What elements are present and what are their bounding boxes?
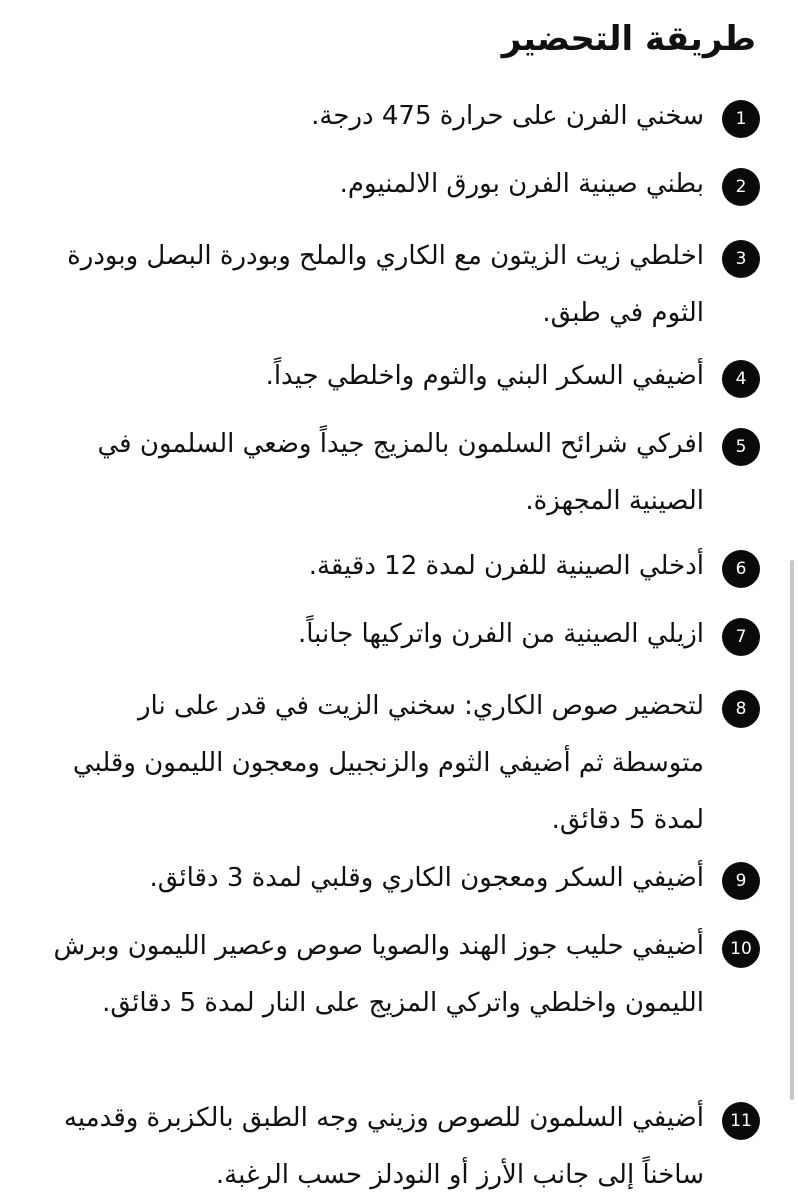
step-number-badge: 1 bbox=[722, 100, 760, 138]
step-item bbox=[40, 164, 760, 213]
step-item bbox=[40, 614, 760, 663]
step-number-badge: 4 bbox=[722, 360, 760, 398]
step-text: أضيفي السكر ومعجون الكاري وقلبي لمدة 3 دقائق. bbox=[149, 863, 704, 893]
step-text: ازيلي الصينية من الفرن واتركيها جانباً. bbox=[298, 619, 704, 649]
step-number-badge: 2 bbox=[722, 168, 760, 206]
step-text: أضيفي السكر البني والثوم واخلطي جيداً. bbox=[265, 361, 704, 391]
step-text: افركي شرائح السلمون بالمزيج جيداً وضعي السلمون في الصينية المجهزة. bbox=[97, 429, 704, 516]
step-text: لتحضير صوص الكاري: سخني الزيت في قدر على نار متوسطة ثم أضيفي الثوم والزنجبيل ومعجون الليمون وقلبي لمدة 5 دقائق. bbox=[72, 691, 704, 835]
step-item bbox=[40, 858, 760, 907]
scrollbar[interactable] bbox=[790, 560, 794, 1100]
step-number-badge: 9 bbox=[722, 862, 760, 900]
step-item bbox=[40, 96, 760, 145]
step-text: أضيفي السلمون للصوص وزيني وجه الطبق بالكزبرة وقدميه ساخناً إلى جانب الأرز أو النودلز حسب الرغبة. bbox=[63, 1103, 704, 1190]
step-item bbox=[40, 1098, 760, 1204]
step-text: سخني الفرن على حرارة 475 درجة. bbox=[311, 101, 704, 131]
step-number-badge: 10 bbox=[722, 930, 760, 968]
step-number-badge: 11 bbox=[722, 1102, 760, 1140]
step-number-badge: 3 bbox=[722, 240, 760, 278]
step-number-badge: 6 bbox=[722, 550, 760, 588]
step-item bbox=[40, 424, 760, 530]
page-title: طريقة التحضير bbox=[501, 19, 756, 59]
step-item bbox=[40, 926, 760, 1032]
step-text: أدخلي الصينية للفرن لمدة 12 دقيقة. bbox=[308, 551, 704, 581]
step-item bbox=[40, 546, 760, 595]
step-text: بطني صينية الفرن بورق الالمنيوم. bbox=[339, 169, 704, 199]
step-item bbox=[40, 356, 760, 405]
step-item bbox=[40, 686, 760, 849]
step-text: أضيفي حليب جوز الهند والصويا صوص وعصير الليمون وبرش الليمون واخلطي واتركي المزيج على النار لمدة 5 دقائق. bbox=[53, 931, 704, 1018]
step-item bbox=[40, 236, 760, 342]
step-number-badge: 5 bbox=[722, 428, 760, 466]
step-text: اخلطي زيت الزيتون مع الكاري والملح وبودرة البصل وبودرة الثوم في طبق. bbox=[67, 241, 704, 328]
step-number-badge: 8 bbox=[722, 690, 760, 728]
step-number-badge: 7 bbox=[722, 618, 760, 656]
